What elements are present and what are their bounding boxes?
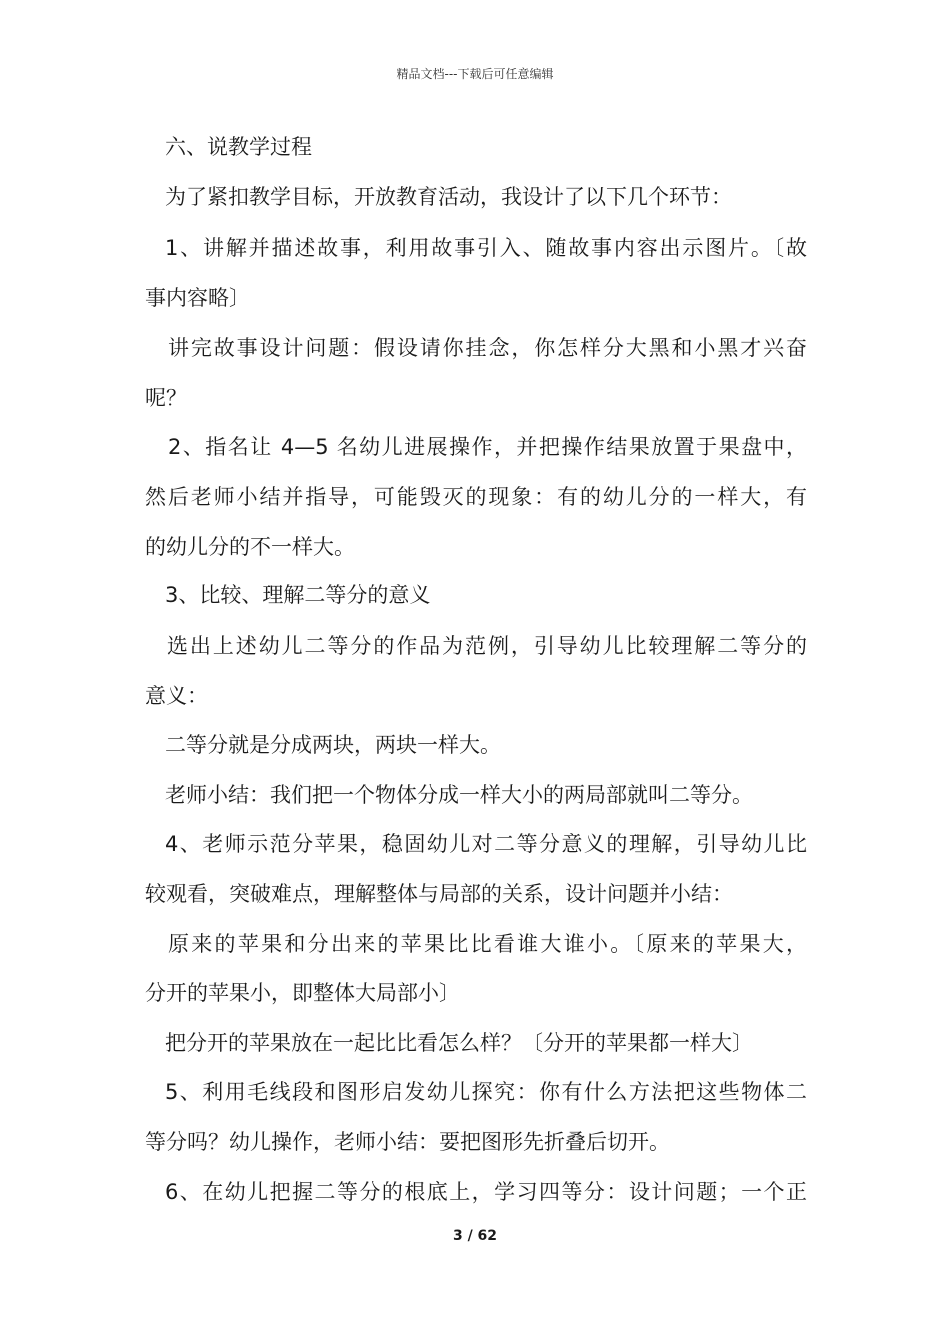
paragraph-line: 把分开的苹果放在一起比比看怎么样？〔分开的苹果都一样大〕 xyxy=(165,1031,753,1055)
paragraph-line: 老师小结：我们把一个物体分成一样大小的两局部就叫二等分。 xyxy=(165,783,753,807)
paragraph-line: 4、老师示范分苹果，稳固幼儿对二等分意义的理解，引导幼儿比 xyxy=(165,832,807,856)
paragraph-line: 为了紧扣教学目标，开放教育活动，我设计了以下几个环节： xyxy=(165,185,732,209)
paragraph-line: 3、比较、理解二等分的意义 xyxy=(165,583,431,607)
paragraph-line: 6、在幼儿把握二等分的根底上，学习四等分：设计问题；一个正 xyxy=(165,1180,807,1204)
paragraph-line: 分开的苹果小，即整体大局部小〕 xyxy=(145,981,460,1005)
paragraph-line: 然后老师小结并指导，可能毁灭的现象：有的幼儿分的一样大，有 xyxy=(145,485,807,509)
paragraph-line: 较观看，突破难点，理解整体与局部的关系，设计问题并小结： xyxy=(145,882,733,906)
page-number: 3 / 62 xyxy=(452,1228,498,1244)
paragraph-line: 意义： xyxy=(145,684,208,708)
paragraph-line: 原来的苹果和分出来的苹果比比看谁大谁小。〔原来的苹果大， xyxy=(168,932,807,956)
paragraph-line: 2、指名让 4—5 名幼儿进展操作，并把操作结果放置于果盘中， xyxy=(168,435,807,459)
paragraph-line: 1、讲解并描述故事，利用故事引入、随故事内容出示图片。〔故 xyxy=(165,236,807,260)
paragraph-line: 等分吗？幼儿操作，老师小结：要把图形先折叠后切开。 xyxy=(145,1130,670,1154)
paragraph-line: 事内容略〕 xyxy=(145,286,250,310)
paragraph-line: 5、利用毛线段和图形启发幼儿探究：你有什么方法把这些物体二 xyxy=(165,1080,807,1104)
paragraph-line: 二等分就是分成两块，两块一样大。 xyxy=(165,733,501,757)
paragraph-line: 选出上述幼儿二等分的作品为范例，引导幼儿比较理解二等分的 xyxy=(167,634,807,658)
section-heading: 六、说教学过程 xyxy=(165,135,312,159)
paragraph-line: 呢？ xyxy=(145,386,187,410)
paragraph-line: 讲完故事设计问题：假设请你挂念，你怎样分大黑和小黑才兴奋 xyxy=(168,336,807,360)
page-header: 精品文档---下载后可任意编辑 xyxy=(396,67,554,81)
paragraph-line: 的幼儿分的不一样大。 xyxy=(145,535,355,559)
